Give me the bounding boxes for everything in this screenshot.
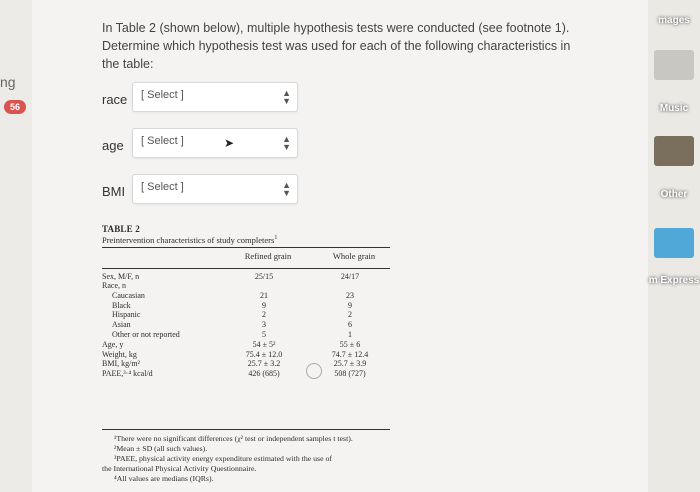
table-body <box>102 269 390 429</box>
chevron-updown-icon: ▲ ▼ <box>282 88 291 106</box>
question-number-badge: 56 <box>4 100 26 114</box>
dock-label-music: Music <box>659 103 689 114</box>
chevron-updown-icon: ▲ ▼ <box>282 134 291 152</box>
table-row-label: BMI, kg/m² <box>102 359 140 368</box>
table-cell-refined: 5 <box>262 330 266 339</box>
right-dock <box>648 0 700 492</box>
chevron-updown-icon: ▲ ▼ <box>282 180 291 198</box>
select-bmi[interactable] <box>132 174 298 204</box>
dock-item-express[interactable] <box>648 270 700 288</box>
table-row-label: Black <box>112 301 131 310</box>
table-row-label: Weight, kg <box>102 350 137 359</box>
question-text: In Table 2 (shown below), multiple hypothesis tests were conducted (see footnote 1). Determine which hypothesis test was used for each of the following characteristics in the table: <box>102 21 571 71</box>
footnote-2: ²Mean ± SD (all such values). <box>114 444 208 453</box>
dock-label-other: Other <box>660 189 688 200</box>
select-age-value: [ Select ] <box>141 135 184 147</box>
table-col-refined: Refined grain <box>244 251 292 261</box>
table-cell-whole: 24/17 <box>340 272 360 281</box>
select-age[interactable] <box>132 128 298 158</box>
table-cell-refined: 25/15 <box>254 272 274 281</box>
table-cell-refined: 426 (685) <box>248 369 280 378</box>
table-cell-whole: 9 <box>348 301 352 310</box>
table-cell-refined: 2 <box>262 310 266 319</box>
table-cell-refined: 25.7 ± 3.2 <box>247 359 281 368</box>
table-header <box>102 248 390 268</box>
table-cell-refined: 9 <box>262 301 266 310</box>
table-footnotes <box>102 434 390 484</box>
table-caption-text: Preintervention characteristics of study completers <box>102 235 275 245</box>
table-cell-whole: 23 <box>346 291 354 300</box>
select-bmi-value: [ Select ] <box>141 181 184 193</box>
dock-item-other[interactable] <box>648 184 700 202</box>
table-rule-bottom <box>102 429 390 430</box>
footnote-3-cont: the International Physical Activity Questionnaire. <box>102 464 257 473</box>
table-cell-refined: 21 <box>260 291 268 300</box>
table-2 <box>102 224 390 484</box>
table-cell-whole: 508 (727) <box>334 369 366 378</box>
dock-label-express: m Express <box>648 275 700 286</box>
other-thumbnail-icon <box>654 136 694 166</box>
field-label-bmi: BMI <box>102 184 126 199</box>
table-row-label: PAEE,³·⁴ kcal/d <box>102 369 153 378</box>
select-race[interactable] <box>132 82 298 112</box>
table-cell-whole: 1 <box>348 330 352 339</box>
table-row-label: Race, n <box>102 281 126 290</box>
table-cell-whole: 25.7 ± 3.9 <box>333 359 367 368</box>
footnote-4: ⁴All values are medians (IQRs). <box>114 474 214 483</box>
field-label-age: age <box>102 138 124 153</box>
express-thumbnail-icon <box>654 228 694 258</box>
table-title: TABLE 2 <box>102 224 140 234</box>
table-cell-whole: 55 ± 6 <box>339 340 361 349</box>
side-label: ng <box>0 74 16 90</box>
table-row-label: Asian <box>112 320 131 329</box>
footnote-3: ³PAEE, physical activity energy expenditure estimated with the use of <box>114 454 333 463</box>
table-row-label: Caucasian <box>112 291 145 300</box>
table-row-label: Sex, M/F, n <box>102 272 140 281</box>
circle-icon <box>306 363 322 379</box>
table-caption <box>102 235 390 245</box>
field-label-race: race <box>102 92 128 107</box>
table-cell-refined: 75.4 ± 12.0 <box>245 350 283 359</box>
select-race-value: [ Select ] <box>141 89 184 101</box>
table-row-label: Other or not reported <box>112 330 180 339</box>
table-cell-whole: 74.7 ± 12.4 <box>331 350 369 359</box>
dock-label-images: mages <box>658 15 690 26</box>
table-row-label: Age, y <box>102 340 124 349</box>
dock-item-music[interactable] <box>648 98 700 116</box>
dock-item-images[interactable] <box>648 10 700 28</box>
table-cell-refined: 54 ± 5² <box>252 340 276 349</box>
table-col-whole: Whole grain <box>332 251 376 261</box>
table-cell-whole: 6 <box>348 320 352 329</box>
table-cell-whole: 2 <box>348 310 352 319</box>
table-cell-refined: 3 <box>262 320 266 329</box>
footnote-1: ¹There were no significant differences (χ² test or independent samples t test). <box>114 434 353 443</box>
table-caption-sup: 1 <box>274 235 278 242</box>
table-row-label: Hispanic <box>112 310 141 319</box>
mouse-cursor-icon: ➤ <box>224 136 235 150</box>
music-note-icon <box>654 50 694 80</box>
